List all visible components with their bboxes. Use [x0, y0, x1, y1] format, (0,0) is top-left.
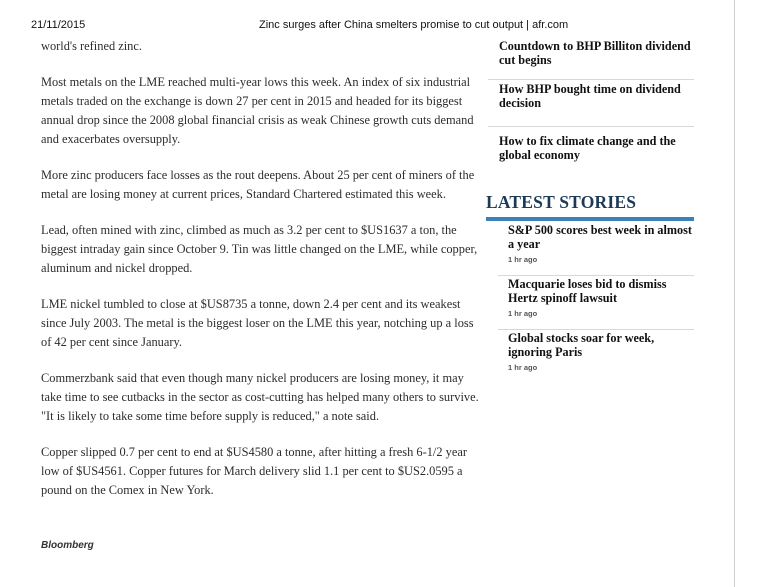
latest-stories-list — [498, 222, 694, 383]
story-timestamp: 1 hr ago — [508, 309, 538, 318]
latest-story-link[interactable]: Global stocks soar for week, ignoring Paris — [508, 331, 655, 359]
article-paragraph: Copper slipped 0.7 per cent to end at $US4580 a tonne, after hitting a fresh 6-1/2 year low of $US4561. Copper futures for March delivery slid 1.1 per cent to $US2.0595 a pound on the Comex in New York. — [41, 445, 467, 497]
story-timestamp: 1 hr ago — [508, 363, 538, 372]
related-link[interactable]: Countdown to BHP Billiton dividend cut begins — [499, 39, 691, 67]
latest-story-item — [498, 330, 694, 383]
article-body — [41, 37, 481, 517]
print-header — [0, 0, 734, 36]
print-date: 21/11/2015 — [31, 19, 86, 31]
related-link-item — [488, 37, 694, 80]
related-links — [488, 37, 694, 168]
latest-story-link[interactable]: S&P 500 scores best week in almost a year — [508, 223, 692, 251]
story-timestamp: 1 hr ago — [508, 255, 538, 264]
article-paragraph: LME nickel tumbled to close at $US8735 a tonne, down 2.4 per cent and its weakest since July 2003. The metal is the biggest loser on the LME this year, notching up a loss of 42 per cent since January. — [41, 297, 474, 349]
page-edge-divider — [734, 0, 735, 587]
related-link-item — [488, 80, 694, 127]
print-page-title: Zinc surges after China smelters promise to cut output | afr.com — [259, 19, 569, 31]
article-paragraph: Most metals on the LME reached multi-year lows this week. An index of six industrial metals traded on the exchange is down 27 per cent in 2015 and headed for its biggest annual drop since the 2008 global financial crisis as weak Chinese growth cuts demand and exacerbates oversupply. — [41, 75, 474, 146]
related-link-item — [488, 127, 694, 168]
latest-stories-heading: LATEST STORIES — [486, 192, 694, 221]
article-source: Bloomberg — [41, 540, 94, 551]
latest-story-link[interactable]: Macquarie loses bid to dismiss Hertz spinoff lawsuit — [508, 277, 667, 305]
latest-story-item — [498, 222, 694, 276]
article-paragraph: world's refined zinc. — [41, 39, 142, 53]
latest-story-item — [498, 276, 694, 330]
article-paragraph: Lead, often mined with zinc, climbed as much as 3.2 per cent to $US1637 a ton, the biggest intraday gain since October 9. Tin was little changed on the LME, while copper, aluminum and nickel dropped. — [41, 223, 478, 275]
related-link[interactable]: How BHP bought time on dividend decision — [499, 82, 681, 110]
article-paragraph: More zinc producers face losses as the rout deepens. About 25 per cent of miners of the metal are losing money at current prices, Standard Chartered estimated this week. — [41, 168, 475, 201]
related-link[interactable]: How to fix climate change and the global economy — [499, 134, 676, 162]
article-paragraph: Commerzbank said that even though many nickel producers are losing money, it may take time to see cutbacks in the sector as cost-cutting has helped many others to survive. "It is likely to take some time before supply is reduced," a note said. — [41, 371, 479, 423]
